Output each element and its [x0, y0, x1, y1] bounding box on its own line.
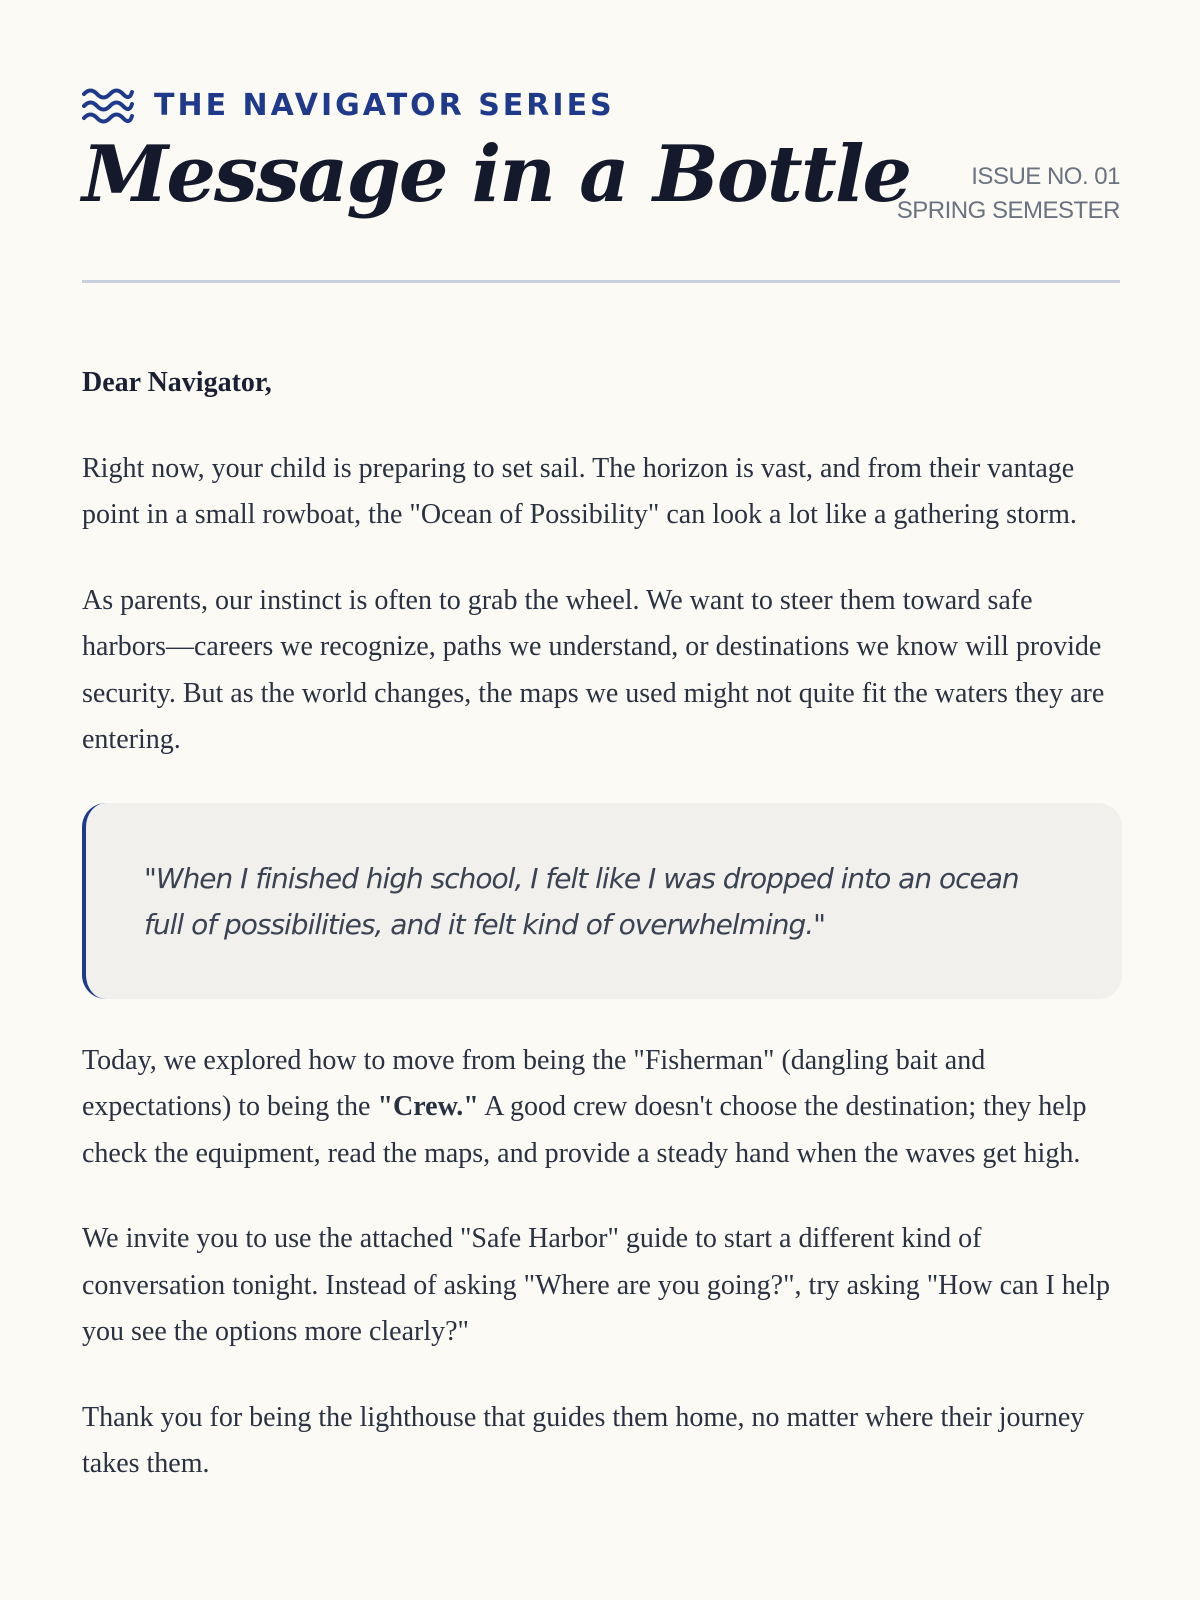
quote-text: "When I finished high school, I felt like I was dropped into an ocean full of possibilities, and it felt kind of overwhelming."	[144, 861, 1019, 941]
issue-info	[897, 160, 1120, 228]
series-label: THE NAVIGATOR SERIES	[154, 87, 615, 123]
paragraph-parents: As parents, our instinct is often to grab the wheel. We want to steer them toward safe harbors—careers we recognize, paths we understand, or destinations we know will provide security. But as the world changes, the maps we used might not quite fit the waters they are entering.	[82, 584, 1105, 755]
salutation: Dear Navigator,	[82, 367, 272, 398]
issue-number: ISSUE NO. 01	[971, 163, 1120, 190]
newsletter-title: Message in a Bottle	[82, 129, 911, 220]
header-divider	[82, 280, 1120, 283]
student-quote	[82, 803, 1122, 999]
semester-label: SPRING SEMESTER	[896, 197, 1120, 224]
wave-icon	[82, 86, 134, 124]
paragraph-thanks: Thank you for being the lighthouse that guides them home, no matter where their journey takes them.	[82, 1401, 1085, 1479]
newsletter-page	[2, 0, 1200, 1600]
crew-emphasis: "Crew."	[377, 1091, 479, 1122]
paragraph-invite: We invite you to use the attached "Safe Harbor" guide to start a different kind of conversation tonight. Instead of asking "Where are you going?", try asking "How can I help you see the options more clearly?"	[82, 1223, 1111, 1347]
letter-body	[82, 360, 1122, 1527]
series-header	[82, 86, 615, 124]
paragraph-crew-start: Today, we explored how to move from being the "Fisherman" (dangling bait and expectations) to being the	[82, 1044, 986, 1122]
paragraph-intro: Right now, your child is preparing to set sail. The horizon is vast, and from their vantage point in a small rowboat, the "Ocean of Possibility" can look a lot like a gathering storm.	[82, 452, 1077, 530]
paragraph-crew	[82, 1038, 1122, 1178]
paragraph-crew-end: A good crew doesn't choose the destination; they help check the equipment, read the maps, and provide a steady hand when the waves get high.	[82, 1091, 1087, 1169]
